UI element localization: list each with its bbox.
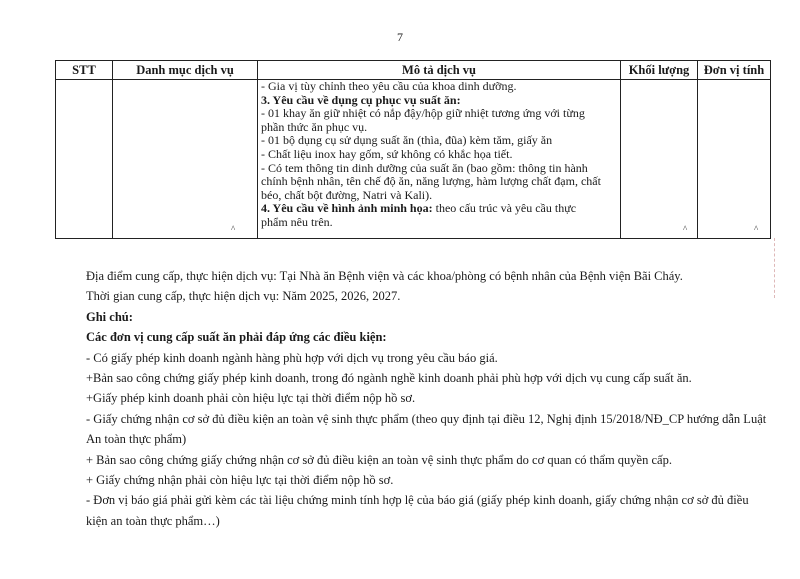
header-stt: STT <box>56 61 113 80</box>
description-line: phần thức ăn phục vụ. <box>261 119 368 134</box>
header-description: Mô tả dịch vụ <box>258 61 621 80</box>
condition-item: + Bản sao công chứng giấy chứng nhận cơ sở đủ điều kiện an toàn vệ sinh thực phẩm do cơ quan có thẩm quyền cấp. <box>86 452 672 467</box>
service-table <box>55 60 771 239</box>
description-line <box>261 202 618 216</box>
body-text <box>77 266 767 531</box>
description-line: - Có tem thông tin dinh dưỡng của suất ăn (bao gồm: thông tin hành <box>261 160 588 175</box>
condition-item: - Có giấy phép kinh doanh ngành hàng phù hợp với dịch vụ trong yêu cầu báo giá. <box>86 350 498 365</box>
page-number: 7 <box>397 30 403 44</box>
table-header-row <box>56 61 771 80</box>
cell-category <box>113 80 258 239</box>
header-unit: Đơn vị tính <box>698 61 771 80</box>
condition-item: +Giấy phép kinh doanh phải còn hiệu lực tại thời điểm nộp hồ sơ. <box>86 391 416 406</box>
table-row <box>56 80 771 239</box>
note-title: Ghi chú: <box>86 309 133 324</box>
cell-volume <box>621 80 698 239</box>
caret-mark: ^ <box>683 224 688 234</box>
caret-mark: ^ <box>754 224 759 234</box>
cell-unit <box>698 80 771 239</box>
requirement-text: theo cấu trúc và yêu cầu thực <box>432 201 577 216</box>
condition-item: + Giấy chứng nhận phải còn hiệu lực tại thời điểm nộp hồ sơ. <box>86 473 394 488</box>
requirement-heading: 4. Yêu cầu về hình ảnh minh họa: <box>261 201 433 216</box>
condition-item: +Bản sao công chứng giấy phép kinh doanh, trong đó ngành nghề kinh doanh phải phù hợp với dịch vụ cung cấp suất ăn. <box>86 371 692 386</box>
header-volume: Khối lượng <box>621 61 698 80</box>
condition-item: - Giấy chứng nhận cơ sở đủ điều kiện an toàn vệ sinh thực phẩm (theo quy định tại điều 12, Nghị định 15/2018/NĐ_CP hướng dẫn Luật An toàn thực phẩm) <box>86 411 767 447</box>
description-line: - 01 bộ dụng cụ sử dụng suất ăn (thìa, đũa) kèm tăm, giấy ăn <box>261 133 553 148</box>
location-line: Địa điểm cung cấp, thực hiện dịch vụ: Tại Nhà ăn Bệnh viện và các khoa/phòng có bệnh nhân của Bệnh viện Bãi Cháy. <box>86 269 683 283</box>
cell-stt <box>56 80 113 239</box>
description-line: 3. Yêu cầu về dụng cụ phục vụ suất ăn: <box>261 92 461 107</box>
description-line: béo, chất bột đường, Natri và Kali). <box>261 187 433 202</box>
description-line: phẩm nêu trên. <box>261 214 333 229</box>
cell-description <box>258 80 621 239</box>
description-line: - Chất liệu inox hay gốm, sứ không có khắc họa tiết. <box>261 146 513 161</box>
header-category: Danh mục dịch vụ <box>113 61 258 80</box>
description-line: - Gia vị tùy chỉnh theo yêu cầu của khoa dinh dưỡng. <box>261 79 517 93</box>
description-line: - 01 khay ăn giữ nhiệt có nắp đậy/hộp giữ nhiệt tương ứng với từng <box>261 106 585 121</box>
description-line: chính bệnh nhân, tên chế độ ăn, năng lượng, hàm lượng chất đạm, chất <box>261 174 601 189</box>
description-lines <box>261 80 618 202</box>
condition-item: - Đơn vị báo giá phải gửi kèm các tài liệu chứng minh tính hợp lệ của báo giá (giấy phép kinh doanh, giấy chứng nhận cơ sở đủ điều kiện an toàn thực phẩm…) <box>86 493 749 528</box>
caret-mark: ^ <box>231 224 236 234</box>
conditions-list <box>77 348 767 532</box>
stamp-edge <box>774 238 797 298</box>
conditions-title: Các đơn vị cung cấp suất ăn phải đáp ứng các điều kiện: <box>86 330 387 345</box>
time-line: Thời gian cung cấp, thực hiện dịch vụ: Năm 2025, 2026, 2027. <box>86 289 401 304</box>
